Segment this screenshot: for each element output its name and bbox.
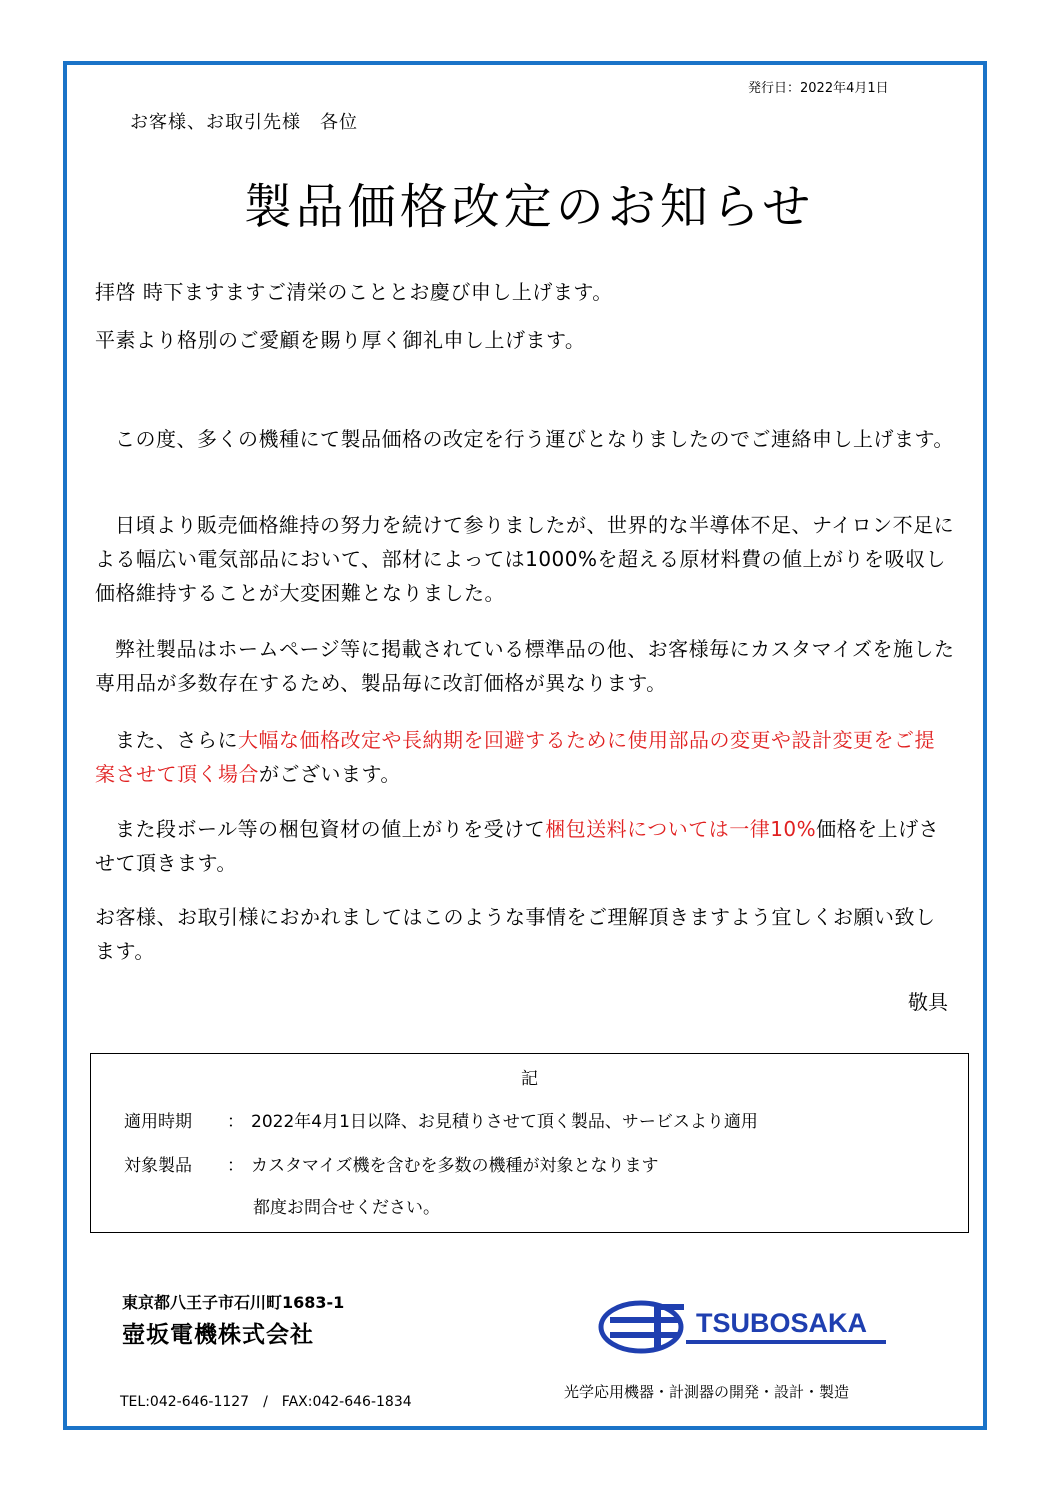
notice-row-colon: ：: [227, 1112, 244, 1132]
notice-row-value: カスタマイズ機を含むを多数の機種が対象となります: [251, 1156, 659, 1176]
company-tagline: 光学応用機器・計測器の開発・設計・製造: [564, 1383, 850, 1401]
logo-wordmark: TSUBOSAKA: [696, 1308, 868, 1338]
p4-text-pre: また、さらに: [115, 728, 238, 752]
logo-arm: [654, 1304, 684, 1310]
body-paragraph-5: [95, 812, 955, 880]
company-logo: [596, 1296, 896, 1356]
company-address: 東京都八王子市石川町1683-1: [122, 1293, 345, 1312]
closing-word: 敬具: [908, 990, 948, 1014]
body-paragraph-3: 弊社製品はホームページ等に掲載されている標準品の他、お客様毎にカスタマイズを施した専用品が多数存在するため、製品毎に改訂価格が異なります。: [95, 637, 955, 695]
logo-stem: [654, 1304, 661, 1350]
logo-ring: [601, 1303, 681, 1351]
notice-heading: 記: [521, 1069, 538, 1089]
p5-text-pre: また段ボール等の梱包資材の値上がりを受けて: [115, 817, 546, 841]
p4-emphasis: 大幅な価格改定や長納期を回避するために使用部品の変更や設計変更をご提案させて頂く場合: [95, 728, 935, 786]
p5-emphasis: 梱包送料については一律10%: [545, 817, 817, 841]
notice-box: [90, 1053, 969, 1233]
p5-text-post: 価格を上げさせて頂きます。: [95, 817, 940, 875]
notice-row-period: [124, 1107, 758, 1132]
issue-date: 発行日：2022年4月1日: [748, 81, 889, 96]
logo-underline: [686, 1340, 886, 1344]
notice-row-label: 対象製品: [124, 1156, 192, 1176]
notice-note: 都度お問合せください。: [253, 1198, 440, 1218]
page-title: 製品価格改定のお知らせ: [243, 179, 815, 235]
greeting-line-2: 平素より格別のご愛顧を賜り厚く御礼申し上げます。: [95, 328, 586, 352]
logo-bar-bottom: [610, 1332, 678, 1338]
company-name: 壺坂電機株式会社: [122, 1322, 314, 1348]
body-paragraph-1: この度、多くの機種にて製品価格の改定を行う運びとなりましたのでご連絡申し上げます。: [115, 427, 954, 451]
body-paragraph-2: 日頃より販売価格維持の努力を続けて参りましたが、世界的な半導体不足、ナイロン不足による幅広い電気部品において、部材によっては1000%を超える原材料費の値上がりを吸収し価格維持することが大変困難となりました。: [95, 513, 955, 605]
body-paragraph-6: お客様、お取引様におかれましてはこのような事情をご理解頂きますよう宜しくお願い致します。: [95, 905, 936, 963]
notice-row-products: [124, 1151, 659, 1176]
notice-row-value: 2022年4月1日以降、お見積りさせて頂く製品、サービスより適用: [251, 1112, 758, 1132]
notice-row-colon: ：: [227, 1156, 244, 1176]
addressee: お客様、お取引先様 各位: [130, 112, 358, 133]
company-contact: TEL:042-646-1127 / FAX:042-646-1834: [120, 1394, 412, 1410]
body-paragraph-4: [95, 723, 955, 791]
greeting-line-1: 拝啓 時下ますますご清栄のこととお慶び申し上げます。: [95, 280, 613, 304]
notice-row-label: 適用時期: [124, 1112, 192, 1132]
logo-bar-top: [610, 1317, 678, 1323]
p4-text-post: がございます。: [259, 762, 401, 786]
